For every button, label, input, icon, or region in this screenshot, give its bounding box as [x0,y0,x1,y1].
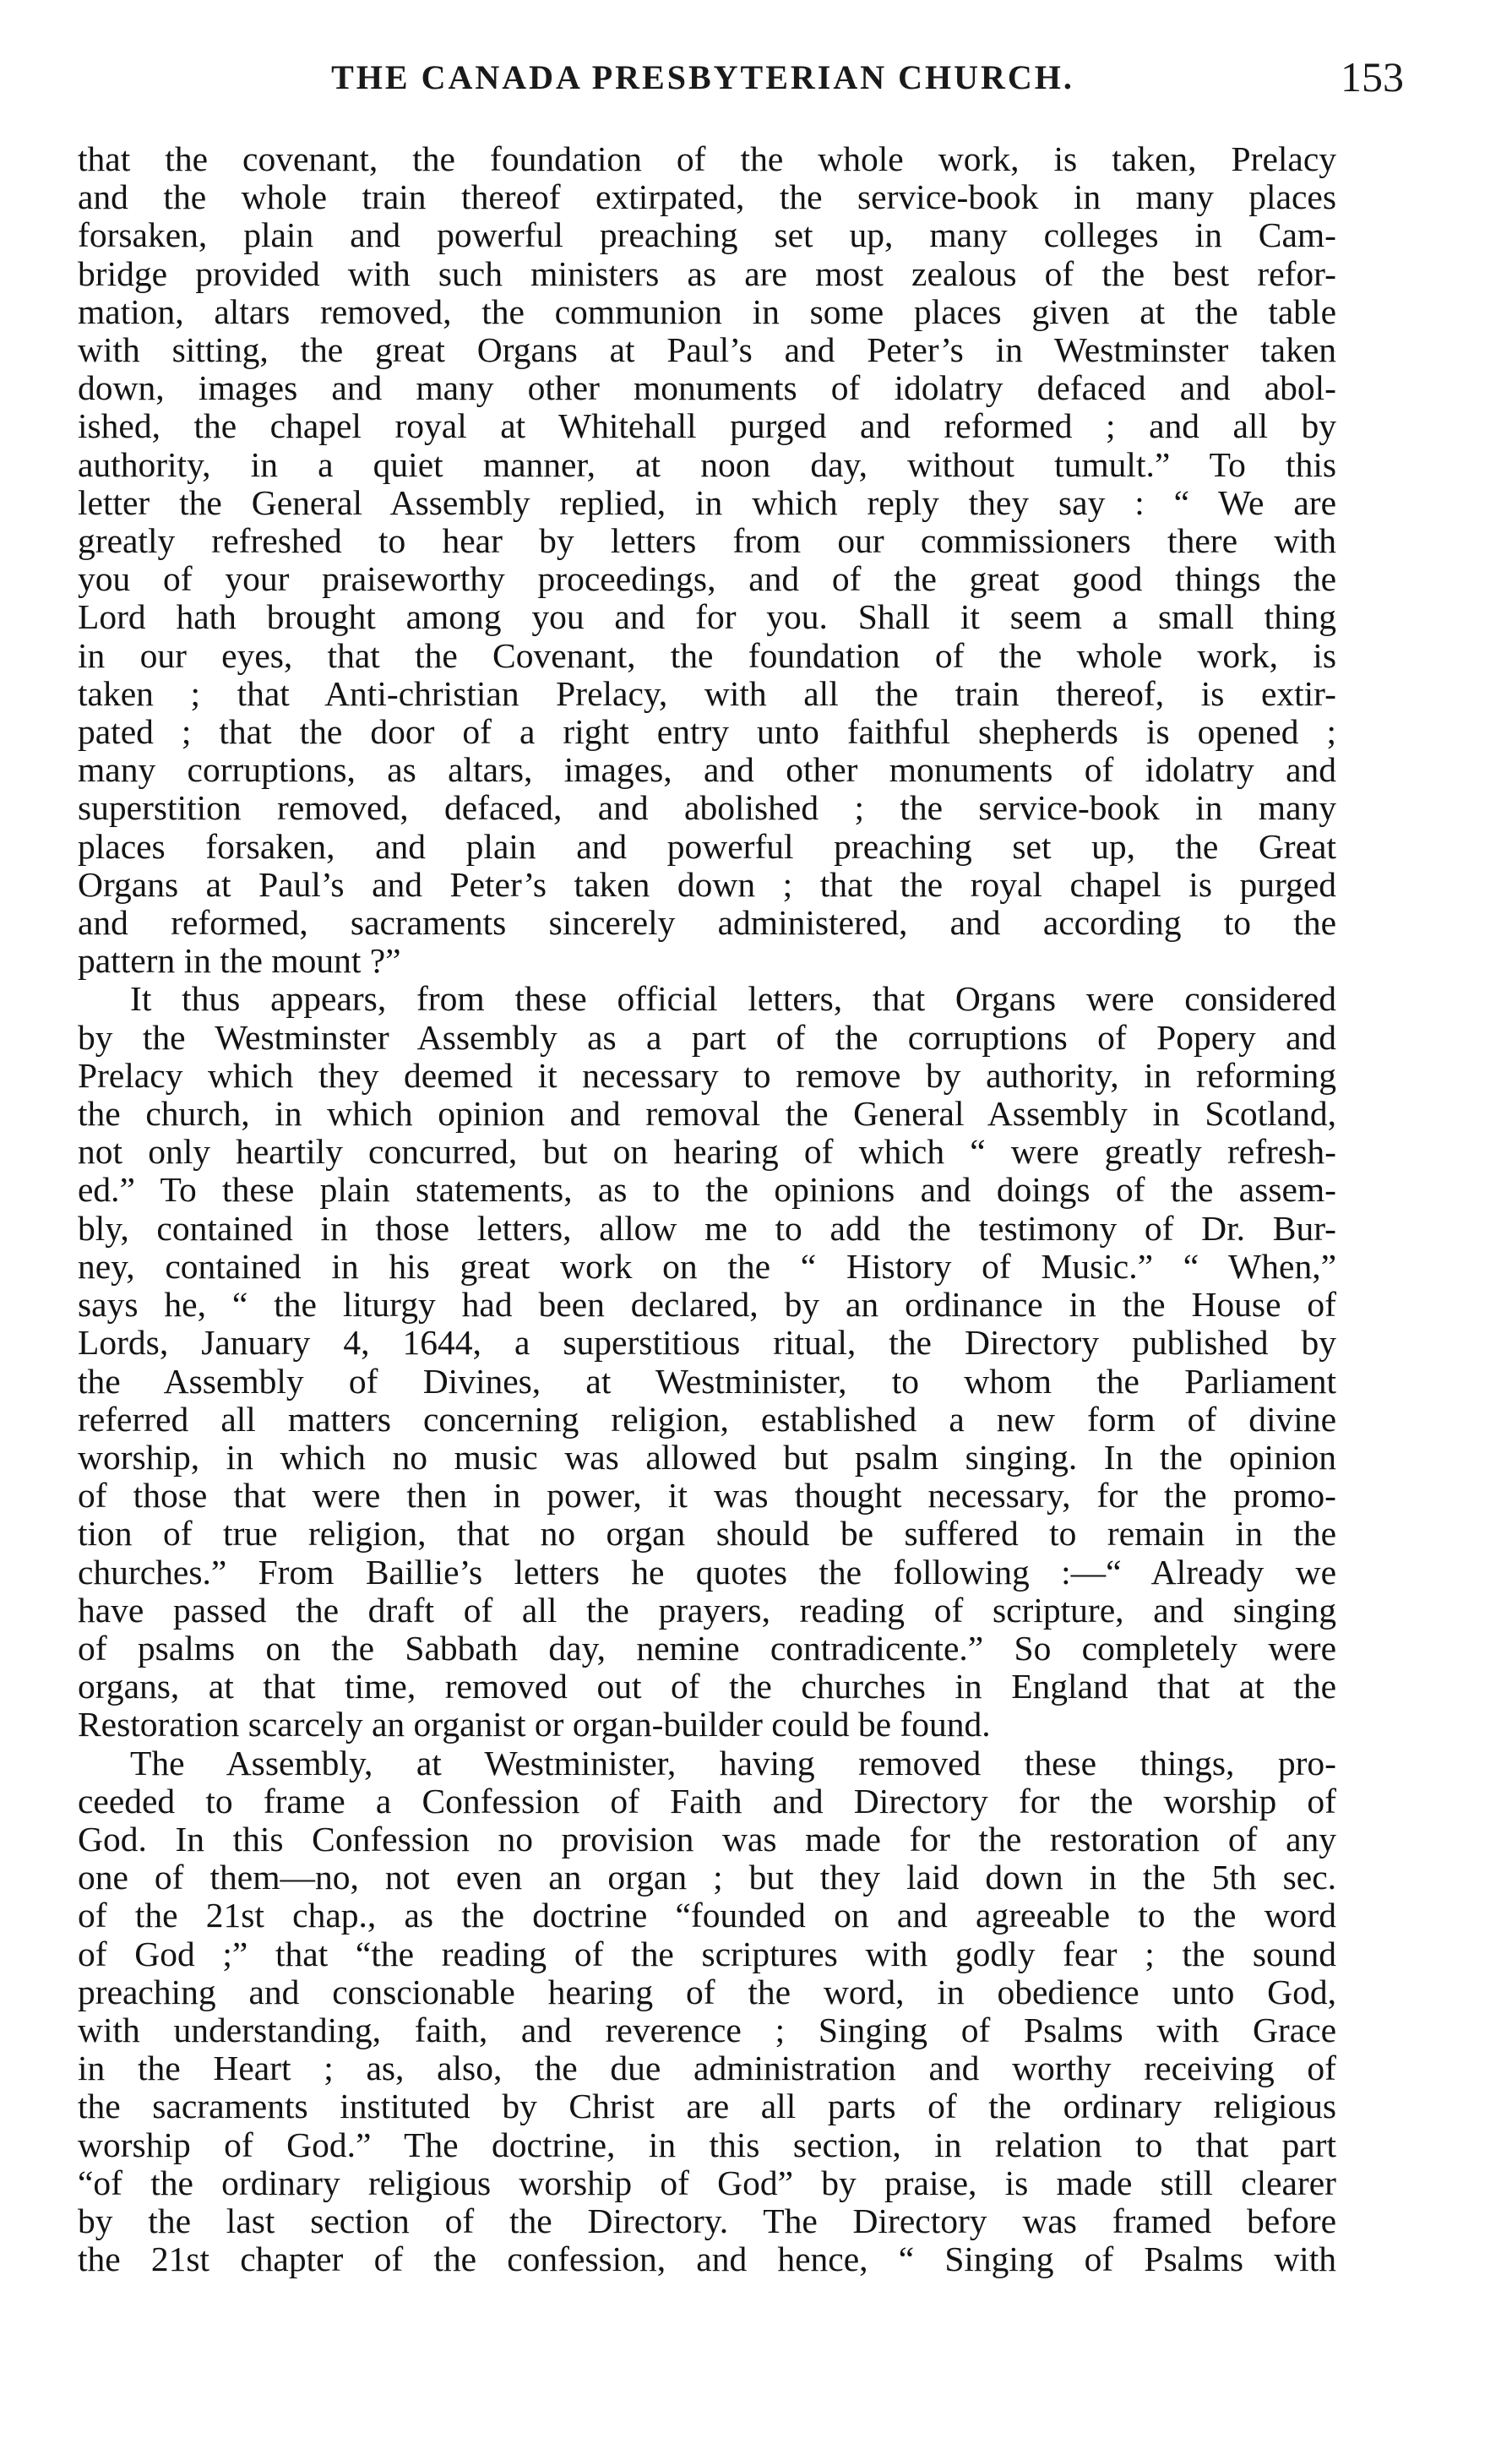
text-line: mation, altars removed, the communion in some places given at the table [78,291,1336,331]
text-line: of God ;” that “the reading of the scriptures with godly fear ; the sound [78,1934,1336,1973]
text-line: and reformed, sacraments sincerely administered, and according to the [78,903,1336,943]
text-line: of those that were then in power, it was thought necessary, for the promo- [78,1476,1336,1516]
text-line: the church, in which opinion and removal the General Assembly in Scotland, [78,1094,1336,1134]
text-line: in our eyes, that the Covenant, the foundation of the whole work, is [78,635,1336,675]
text-line: down, images and many other monuments of idolatry defaced and abol- [78,368,1336,408]
text-line: The Assembly, at Westminister, having removed these things, pro- [130,1743,1336,1782]
text-line: by the last section of the Directory. The Directory was framed before [78,2201,1336,2240]
text-line: pated ; that the door of a right entry unto faithful shepherds is opened ; [78,712,1336,752]
text-line: superstition removed, defaced, and abolished ; the service-book in many [78,788,1336,828]
page-number: 153 [1341,53,1404,101]
running-head: THE CANADA PRESBYTERIAN CHURCH. [331,58,1074,96]
text-line: worship, in which no music was allowed but psalm singing. In the opinion [78,1437,1336,1477]
text-line: the Assembly of Divines, at Westminister, to whom the Parliament [78,1361,1336,1401]
text-line: with sitting, the great Organs at Paul’s and Peter’s in Westminster taken [78,330,1336,370]
text-line: organs, at that time, removed out of the churches in England that at the [78,1667,1336,1706]
text-line: It thus appears, from these official letters, that Organs were considered [130,979,1336,1019]
text-line: in the Heart ; as, also, the due administration and worthy receiving of [78,2049,1336,2088]
text-line: pattern in the mount ?” [78,941,401,981]
text-line: Prelacy which they deemed it necessary to remove by authority, in reforming [78,1055,1336,1095]
text-line: “of the ordinary religious worship of God” by praise, is made still clearer [78,2163,1336,2202]
text-line: forsaken, plain and powerful preaching set up, many colleges in Cam- [78,215,1336,255]
page-header [78,52,1404,103]
text-line: Restoration scarcely an organist or organ-builder could be found. [78,1705,991,1744]
text-line: worship of God.” The doctrine, in this section, in relation to that part [78,2125,1336,2164]
text-line: and the whole train thereof extirpated, the service-book in many places [78,177,1336,217]
text-line: one of them—no, not even an organ ; but they laid down in the 5th sec. [78,1858,1336,1897]
text-line: ney, contained in his great work on the “ History of Music.” “ When,” [78,1246,1336,1286]
text-line: you of your praiseworthy proceedings, and of the great good things the [78,559,1336,599]
text-line: of psalms on the Sabbath day, nemine contradicente.” So completely were [78,1628,1336,1668]
text-line: the 21st chapter of the confession, and hence, “ Singing of Psalms with [78,2239,1336,2279]
text-line: taken ; that Anti-christian Prelacy, with all the train thereof, is extir- [78,673,1336,713]
text-line: preaching and conscionable hearing of the word, in obedience unto God, [78,1972,1336,2011]
text-line: God. In this Confession no provision was made for the restoration of any [78,1819,1336,1859]
body-text [78,140,1336,2278]
text-line: Organs at Paul’s and Peter’s taken down ; that the royal chapel is purged [78,864,1336,904]
text-line: letter the General Assembly replied, in which reply they say : “ We are [78,482,1336,522]
text-line: tion of true religion, that no organ should be suffered to remain in the [78,1514,1336,1554]
text-line: places forsaken, and plain and powerful preaching set up, the Great [78,826,1336,866]
text-line: with understanding, faith, and reverence ; Singing of Psalms with Grace [78,2010,1336,2049]
text-line: by the Westminster Assembly as a part of the corruptions of Popery and [78,1017,1336,1057]
text-line: not only heartily concurred, but on hearing of which “ were greatly refresh- [78,1132,1336,1172]
text-line: many corruptions, as altars, images, and other monuments of idolatry and [78,750,1336,790]
text-line: greatly refreshed to hear by letters from our commissioners there with [78,521,1336,561]
text-line: says he, “ the liturgy had been declared, by an ordinance in the House of [78,1285,1336,1325]
text-line: Lord hath brought among you and for you. Shall it seem a small thing [78,597,1336,637]
text-line: bly, contained in those letters, allow me to add the testimony of Dr. Bur- [78,1208,1336,1248]
text-line: authority, in a quiet manner, at noon day, without tumult.” To this [78,444,1336,484]
text-line: bridge provided with such ministers as are most zealous of the best refor- [78,253,1336,293]
text-line: ceeded to frame a Confession of Faith and Directory for the worship of [78,1781,1336,1820]
text-line: of the 21st chap., as the doctrine “founded on and agreeable to the word [78,1896,1336,1935]
text-line: referred all matters concerning religion, established a new form of divine [78,1399,1336,1439]
text-line: ished, the chapel royal at Whitehall purged and reformed ; and all by [78,406,1336,446]
text-line: that the covenant, the foundation of the whole work, is taken, Prelacy [78,139,1336,178]
text-line: Lords, January 4, 1644, a superstitious ritual, the Directory published by [78,1323,1336,1363]
text-line: have passed the draft of all the prayers, reading of scripture, and singing [78,1590,1336,1630]
text-line: ed.” To these plain statements, as to the opinions and doings of the assem- [78,1170,1336,1210]
text-line: the sacraments instituted by Christ are all parts of the ordinary religious [78,2087,1336,2126]
text-line: churches.” From Baillie’s letters he quotes the following :—“ Already we [78,1552,1336,1592]
